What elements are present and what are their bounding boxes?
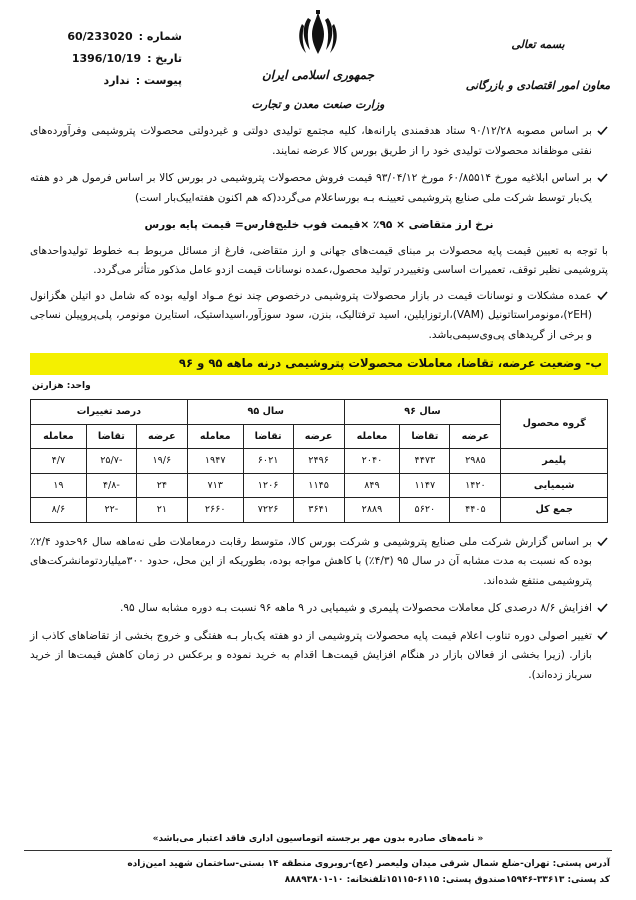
letter-body (30, 122, 608, 693)
sub-demand: تقاضا (243, 424, 293, 449)
office-title: معاون امور اقتصادی و بازرگانی (465, 79, 611, 92)
row-name: پلیمر (501, 449, 608, 474)
table-cell: -۲۵/۷ (86, 449, 136, 474)
transactions-table (30, 399, 608, 523)
table-cell: ۴/۷ (31, 449, 87, 474)
check-arrow-icon (597, 172, 608, 183)
table-cell: ۲۱ (136, 498, 187, 523)
bullet-text: عمده مشکلات و نوسانات قیمت در بازار محصولات پتروشیمی درخصوص چند نوع مـواد اولیه بوده که شامل دو اتیلن هگزانول (۲EH)،مونومراستاتونیل (VAM)،ارتوزایلین، اسید ترفتالیک، بنزن، سود سوزآور،اسیداستیک، استایرن مونومر، پلی‌پروپیلن نساجی و برخی از گریدهای پی‌وی‌سیمی‌باشد. (30, 289, 592, 341)
table-cell: ۲۰۴۰ (344, 449, 400, 474)
sub-trade: معامله (344, 424, 400, 449)
table-header-row (31, 400, 608, 425)
price-formula: نرخ ارز متقاضی × ۹۵٪ ×قیمت فوب خلیج‌فارس= قیمت پایه بورس (144, 219, 494, 231)
bullet-item (30, 599, 608, 619)
table-row (31, 498, 608, 523)
bismillah: بسمه تعالی (511, 38, 565, 51)
number-row (22, 26, 182, 48)
header-right (458, 38, 618, 92)
table-cell: ۲۴۹۶ (293, 449, 344, 474)
check-arrow-icon (597, 630, 608, 641)
table-cell: ۲۴ (136, 473, 187, 498)
address-line: آدرس پستی: تهران-ضلع شمال شرقی میدان ولیعصر (عج)-روبروی منطقه ۱۴ بستی-ساختمان شهید امین‌زاده (127, 859, 610, 869)
paragraph: با توجه به تعیین قیمت پایه محصولات بر مبنای قیمت‌های جهانی و ارز متقاضی، فارغ از مسائل مربوط بـه خطوط تولیدواحدهای پتروشیمی نظیر توقف، تعمیرات اساسی وتغییردر تولید محصول،عمده نوسانات قیمت ازدو عامل مذکور متأثر می‌گردد. (30, 244, 608, 276)
table-cell: ۲۶۶۰ (187, 498, 243, 523)
iran-emblem-icon (296, 8, 340, 58)
number-value: 60/233020 (67, 30, 133, 43)
number-label: شماره : (138, 30, 182, 43)
header-center (238, 8, 398, 111)
year95-header: سال ۹۵ (187, 400, 344, 425)
unit-label: واحد: هزارتن (32, 380, 91, 391)
postal-line: کد پستی: ۳۳۶۱۳-۱۵۹۴۶صندوق پستی: ۶۱۱۵-۱۵۱۱۵تلفنخانه: ۱۰-۸۸۸۹۳۸۰۱ (284, 875, 610, 885)
table-cell: ۸/۶ (31, 498, 87, 523)
table-cell: ۴۴۰۵ (450, 498, 501, 523)
table-row (31, 473, 608, 498)
sub-supply: عرضه (293, 424, 344, 449)
attachment-label: پیوست : (135, 74, 182, 87)
year96-header: سال ۹۶ (344, 400, 501, 425)
table-cell: ۲۸۸۹ (344, 498, 400, 523)
table-cell: ۳۶۴۱ (293, 498, 344, 523)
check-arrow-icon (597, 125, 608, 136)
table-cell: ۱۱۴۵ (293, 473, 344, 498)
table-cell: ۲۹۸۵ (450, 449, 501, 474)
attachment-row (22, 70, 182, 92)
bullet-item (30, 122, 608, 161)
section-heading: ب- وضعیت عرضه، تقاضا، معاملات محصولات پتروشیمی درنه ماهه ۹۵ و ۹۶ (30, 353, 608, 375)
bullet-text: تغییر اصولی دوره تناوب اعلام قیمت پایه محصولات پتروشیمی از دو هفته یک‌بار بـه هفتگی و خروج بخشی از تقاضاهای کاذب از بازار. (زیرا بخشی از فعالان بازار در هنگام افزایش قیمت‌هـا اقدام به خرید نموده و برعکس در زمان کاهش قیمت‌ها از خرید سرباز زده‌اند). (30, 629, 592, 681)
table-cell: -۲۲ (86, 498, 136, 523)
bullet-item (30, 169, 608, 208)
footer-divider (24, 850, 612, 851)
table-cell: ۱۱۴۷ (400, 473, 450, 498)
table-cell: ۱۹/۶ (136, 449, 187, 474)
check-arrow-icon (597, 290, 608, 301)
bullet-item (30, 627, 608, 686)
bullet-text: افزایش ۸/۶ درصدی کل معاملات محصولات پلیمری و شیمیایی در ۹ ماهه ۹۶ نسبت بـه دوره مشابه سال ۹۵. (119, 602, 592, 614)
check-arrow-icon (597, 536, 608, 547)
table-cell: ۱۹ (31, 473, 87, 498)
table-row (31, 449, 608, 474)
date-label: تاریخ : (147, 52, 182, 65)
table-cell: ۸۴۹ (344, 473, 400, 498)
table-cell: -۴/۸ (86, 473, 136, 498)
bullet-text: بر اساس گزارش شرکت ملی صنایع پتروشیمی و شرکت بورس کالا، متوسط رقابت درمعاملات طی نه‌ماهه سال ۹۶حدود ۲/۴٪ بوده که نسبت به مدت مشابه آن در سال ۹۵ (۴/۳٪) با کاهش مواجه بوده، بطوریکه از این محل، حدود ۳۰۰میلیاردتومانشرکت‌های پتروشیمی منتفع شده‌اند. (30, 535, 592, 587)
ministry-title: وزارت صنعت معدن و تجارت (251, 98, 385, 111)
sub-supply: عرضه (450, 424, 501, 449)
footer-note: « نامه‌های صادره بدون مهر برجسته اتوماسیون اداری فاقد اعتبار می‌باشد» (152, 834, 484, 844)
bullet-text: بر اساس مصوبه ۹۰/۱۲/۲۸ ستاد هدفمندی یارانه‌ها، کلیه مجتمع تولیدی دولتی و غیردولتی محصولات پتروشیمی وفرآورده‌های نفتی موظفاند محصولات تولیدی خود را از طریق بورس کالا عرضه نمایند. (30, 125, 592, 157)
table-cell: ۴۴۷۳ (400, 449, 450, 474)
header-meta (22, 26, 182, 92)
sub-trade: معامله (187, 424, 243, 449)
table-cell: ۷۱۳ (187, 473, 243, 498)
table-cell: ۶۰۲۱ (243, 449, 293, 474)
check-arrow-icon (597, 602, 608, 613)
footer-address (26, 856, 610, 888)
attachment-value: ندارد (103, 74, 130, 87)
table-cell: ۱۴۲۰ (450, 473, 501, 498)
republic-title: جمهوری اسلامی ایران (261, 68, 375, 82)
table-cell: ۱۲۰۶ (243, 473, 293, 498)
sub-supply: عرضه (136, 424, 187, 449)
date-row (22, 48, 182, 70)
change-header: درصد تغییرات (31, 400, 188, 425)
table-cell: ۷۲۲۶ (243, 498, 293, 523)
row-name: شیمیایی (501, 473, 608, 498)
bullet-item (30, 533, 608, 592)
group-header: گروه محصول (501, 400, 608, 449)
sub-demand: تقاضا (86, 424, 136, 449)
row-name: جمع کل (501, 498, 608, 523)
table-cell: ۱۹۴۷ (187, 449, 243, 474)
table-cell: ۵۶۲۰ (400, 498, 450, 523)
sub-trade: معامله (31, 424, 87, 449)
bullet-text: بر اساس ابلاغیه مورخ ۶۰/۸۵۵۱۴ مورخ ۹۳/۰۴/۱۲ قیمت فروش محصولات پتروشیمی در بورس کالا بر اساس فرمول هر دو هفته یک‌بار توسط شرکت ملی صنایع پتروشیمی تعیینـه بـه بورساعلام می‌گردد(که هم اکنون هفته‌اییک‌بار است) (30, 172, 592, 204)
sub-demand: تقاضا (400, 424, 450, 449)
date-value: 1396/10/19 (71, 52, 142, 65)
bullet-item (30, 287, 608, 346)
